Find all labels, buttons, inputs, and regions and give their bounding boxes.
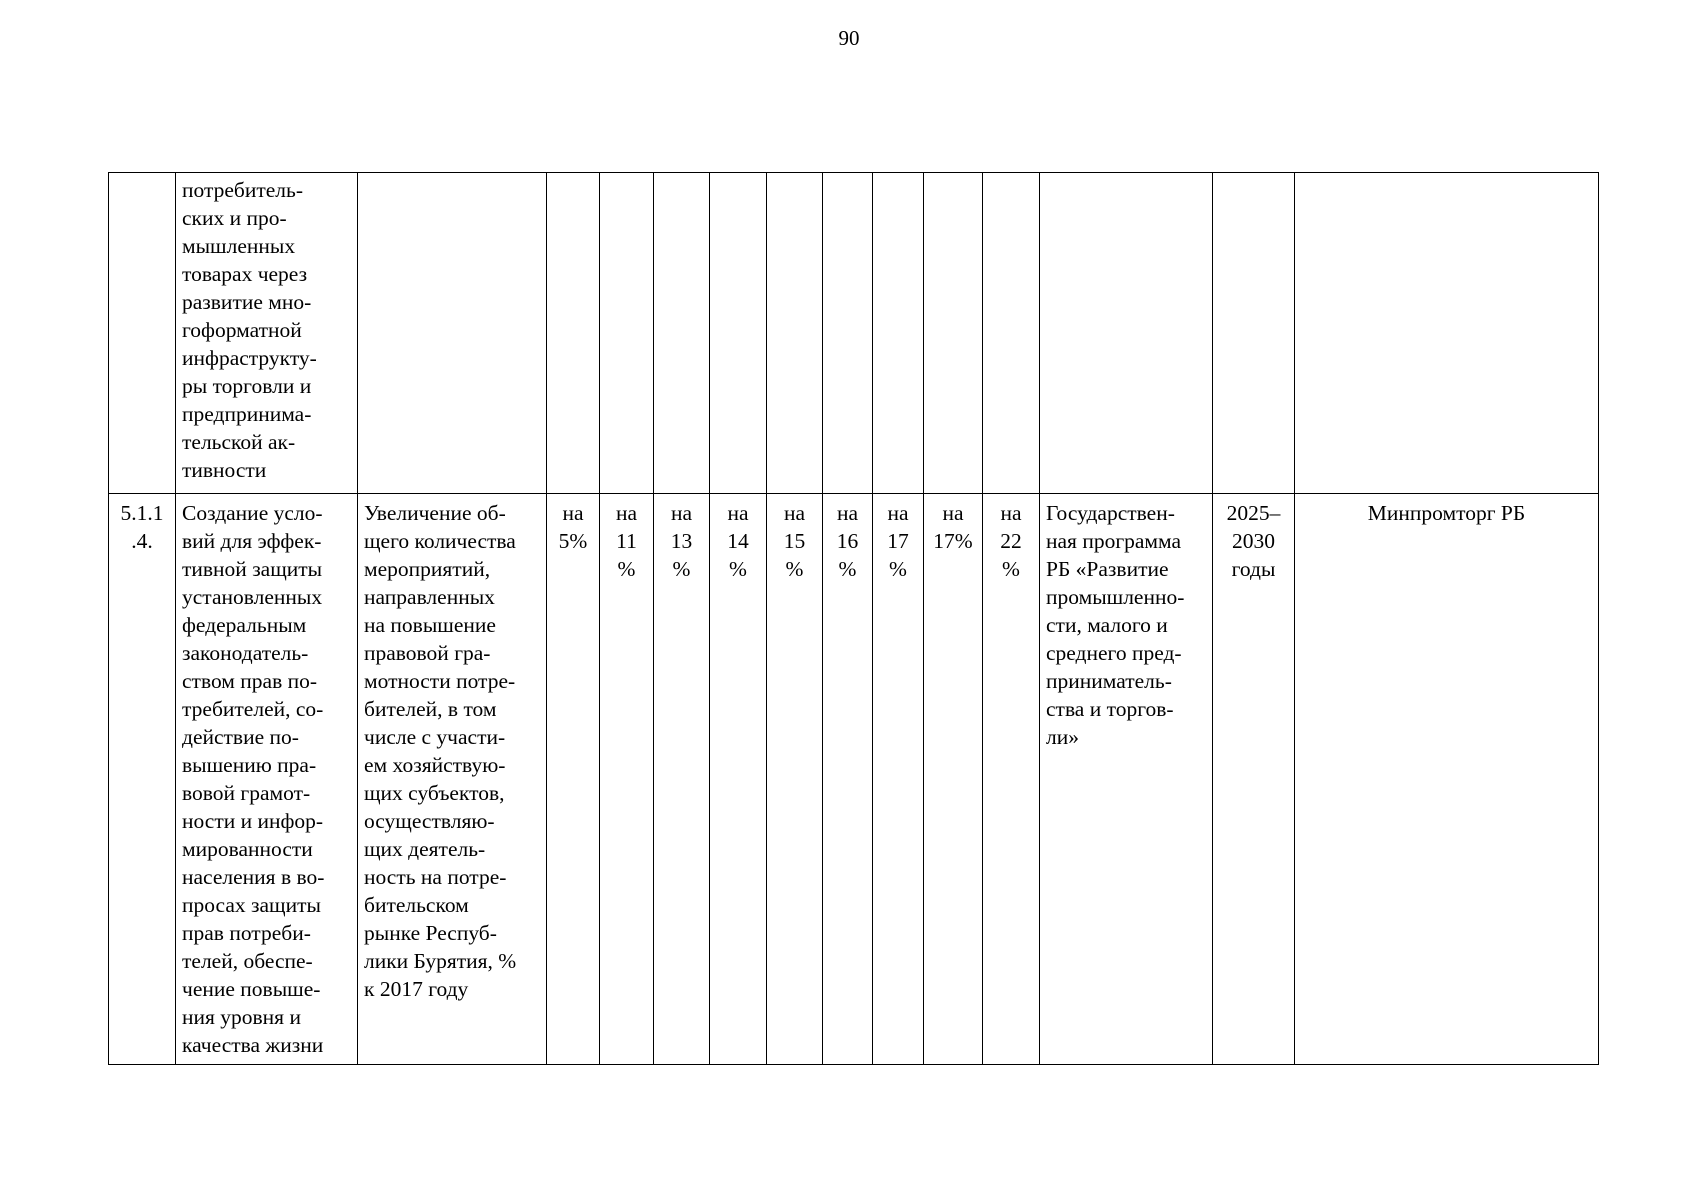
indicator-line: числе с участи- [364,725,506,749]
value-line: 17 [887,529,909,553]
task-line: мированности [182,837,313,861]
task-line: развитие мно- [182,290,312,314]
task-line: телей, обеспе- [182,949,313,973]
indicator-line: к 2017 году [364,977,469,1001]
value-cell [983,173,1040,494]
value-line: % [838,557,857,581]
row-number-cell [109,494,176,1065]
period-cell [1213,494,1295,1065]
value-line: 15 [783,529,806,553]
task-line: тельской ак- [182,430,296,454]
value-cell [600,494,654,1065]
value-line: 16 [836,529,859,553]
indicator-line: ем хозяйствую- [364,753,506,777]
indicator-line: Увеличение об- [364,501,506,525]
value-cell [924,173,983,494]
responsible-line: Минпромторг РБ [1367,501,1526,525]
value-line: на [562,501,584,525]
value-line: % [785,557,804,581]
task-line: потребитель- [182,178,304,202]
task-line: тивной защиты [182,557,323,581]
value-cell [983,494,1040,1065]
task-line: установленных [182,585,323,609]
program-line: РБ «Развитие [1046,557,1169,581]
task-line: товарах через [182,262,308,286]
task-cell [176,494,358,1065]
value-line: 5% [558,529,588,553]
task-cell [176,173,358,494]
row-number-cell [109,173,176,494]
value-line: 11 [616,529,637,553]
indicator-line: на повышение [364,613,496,637]
value-line: % [1002,557,1020,581]
page-number: 90 [838,26,860,50]
task-line: Создание усло- [182,501,323,525]
value-line: % [729,557,747,581]
task-line: предпринима- [182,402,312,426]
value-cell [600,173,654,494]
value-cell [924,494,983,1065]
period-cell [1213,173,1295,494]
task-line: ры торговли и [182,374,312,398]
value-line: на [727,501,749,525]
indicator-line: правовой гра- [364,641,491,665]
value-cell [823,494,873,1065]
program-line: ства и торгов- [1046,697,1174,721]
indicator-line: ность на потре- [364,865,507,889]
indicator-line: лики Бурятия, % [364,949,517,973]
indicator-line: щих деятель- [364,837,486,861]
indicator-line: мотности потре- [364,669,516,693]
value-cell [547,494,600,1065]
value-cell [710,494,767,1065]
task-line: чение повыше- [182,977,321,1001]
value-line: % [889,557,907,581]
indicator-line: рынке Респуб- [364,921,497,945]
task-line: мышленных [182,234,296,258]
period-line: годы [1231,557,1276,581]
task-line: инфраструкту- [182,346,317,370]
task-line: требителей, со- [182,697,324,721]
task-line: вышению пра- [182,753,317,777]
value-line: на [783,501,806,525]
program-line: Государствен- [1046,501,1175,525]
task-line: федеральным [182,613,307,637]
indicator-line: щего количества [364,529,516,553]
indicator-cell [358,494,547,1065]
task-line: качества жизни [182,1033,324,1057]
value-line: % [672,557,691,581]
indicator-line: осуществляю- [364,809,495,833]
value-cell [547,173,600,494]
program-indicators-table [108,172,1599,1065]
task-line: просах защиты [182,893,321,917]
value-line: на [670,501,693,525]
task-line: тивности [182,458,267,482]
responsible-cell [1295,173,1599,494]
value-cell [873,494,924,1065]
indicator-line: щих субъектов, [364,781,505,805]
program-cell [1040,494,1213,1065]
task-line: вовой грамот- [182,781,311,805]
program-line: ли» [1046,725,1079,749]
indicator-line: мероприятий, [364,557,491,581]
value-line: на [836,501,859,525]
program-line: приниматель- [1046,669,1172,693]
period-line: 2030 [1232,529,1275,553]
value-line: 14 [727,529,749,553]
program-cell [1040,173,1213,494]
task-line: ских и про- [182,206,287,230]
indicator-line: бителей, в том [364,697,497,721]
value-line: 17% [933,529,973,553]
value-cell [767,173,823,494]
task-line: законодатель- [182,641,309,665]
value-line: 13 [670,529,693,553]
value-cell [873,173,924,494]
value-line: % [617,557,636,581]
program-line: среднего пред- [1046,641,1182,665]
period-line: 2025– [1226,501,1281,525]
program-line: ная программа [1046,529,1182,553]
task-line: гоформатной [182,318,302,342]
value-line: на [942,501,964,525]
table-row [109,494,1599,1065]
table-row [109,173,1599,494]
value-line: на [1000,501,1022,525]
program-line: сти, малого и [1046,613,1168,637]
row-number-line: .4. [131,529,153,553]
task-line: ния уровня и [182,1005,301,1029]
value-line: на [615,501,638,525]
value-cell [823,173,873,494]
task-line: действие по- [182,725,299,749]
row-number-line: 5.1.1 [120,501,164,525]
indicator-line: направленных [364,585,495,609]
value-cell [654,173,710,494]
value-cell [710,173,767,494]
value-cell [767,494,823,1065]
task-line: ством прав по- [182,669,318,693]
task-line: ности и инфор- [182,809,324,833]
value-line: 22 [1000,529,1022,553]
task-line: населения в во- [182,865,325,889]
program-line: промышленно- [1046,585,1185,609]
task-line: прав потреби- [182,921,311,945]
task-line: вий для эффек- [182,529,322,553]
indicator-cell [358,173,547,494]
responsible-cell [1295,494,1599,1065]
indicator-line: бительском [364,893,469,917]
value-line: на [887,501,909,525]
value-cell [654,494,710,1065]
